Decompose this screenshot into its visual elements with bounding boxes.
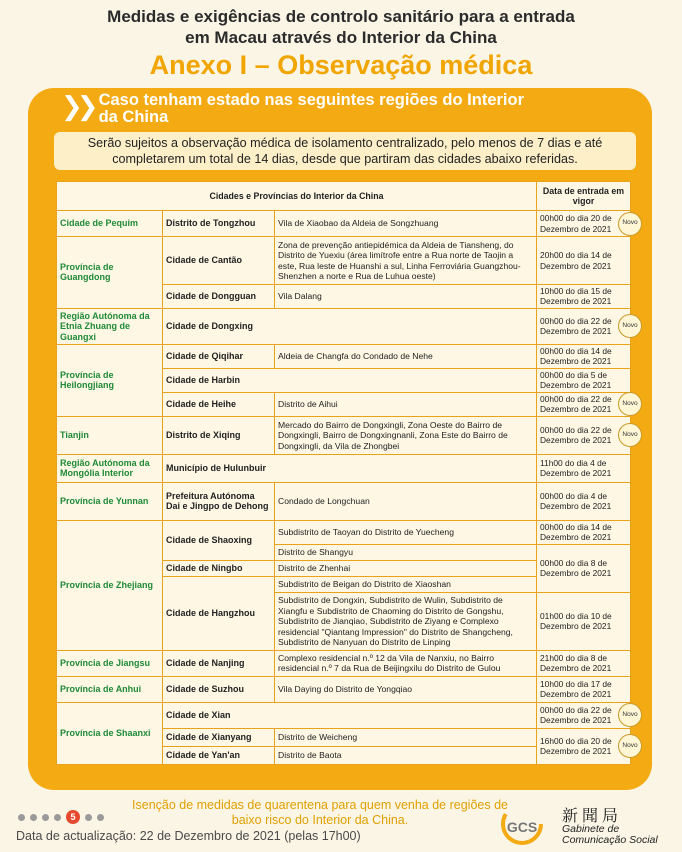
- area-cell: Distrito de Baota: [275, 746, 537, 764]
- current-page-dot[interactable]: 5: [66, 810, 80, 824]
- content-card: [28, 88, 652, 790]
- area-cell: Distrito de Shangyu: [275, 544, 537, 560]
- date-cell: 00h00 do dia 20 de Dezembro de 2021 Novo: [537, 211, 631, 237]
- city-cell: Cidade de Dongguan: [163, 285, 275, 309]
- province-cell: Província de Zhejiang: [57, 520, 163, 650]
- date-cell: 16h00 do dia 20 de Dezembro de 2021 Novo: [537, 728, 631, 764]
- area-cell: Distrito de Zhenhai: [275, 560, 537, 576]
- new-badge: Novo: [618, 392, 642, 416]
- page-dot[interactable]: [54, 814, 61, 821]
- date-cell: 10h00 do dia 15 de Dezembro de 2021: [537, 285, 631, 309]
- logo-portuguese: Gabinete de Comunicação Social: [562, 823, 658, 846]
- area-cell: Subdistrito de Beigan do Distrito de Xiaoshan: [275, 576, 537, 592]
- province-cell: Província de Guangdong: [57, 237, 163, 309]
- city-cell: Cidade de Hangzhou: [163, 576, 275, 650]
- city-cell: Cidade de Ningbo: [163, 560, 275, 576]
- province-cell: Região Autónoma da Mongólia Interior: [57, 454, 163, 482]
- city-cell: Cidade de Dongxing: [163, 308, 537, 344]
- city-cell: Distrito de Xiqing: [163, 416, 275, 454]
- date-cell: 11h00 do dia 4 de Dezembro de 2021: [537, 454, 631, 482]
- table-header-row: [57, 182, 631, 211]
- date-cell: 00h00 do dia 4 de Dezembro de 2021: [537, 482, 631, 520]
- table-row: [57, 676, 631, 702]
- city-cell: Distrito de Tongzhou: [163, 211, 275, 237]
- city-cell: Cidade de Xian: [163, 702, 537, 728]
- page-header: [0, 6, 682, 81]
- table-row: [57, 211, 631, 237]
- table-row: [57, 482, 631, 520]
- province-cell: Província de Heilongjiang: [57, 344, 163, 416]
- city-cell: Prefeitura Autónoma Dai e Jingpo de Dehong: [163, 482, 275, 520]
- date-cell: 00h00 do dia 22 de Dezembro de 2021 Novo: [537, 308, 631, 344]
- double-chevron-icon: ❯❯: [61, 92, 93, 122]
- header-regions: Cidades e Províncias do Interior da China: [57, 182, 537, 211]
- date-cell: 01h00 do dia 10 de Dezembro de 2021: [537, 592, 631, 650]
- banner-text: Caso tenham estado nas seguintes regiões do Interior da China: [98, 91, 525, 126]
- new-badge: Novo: [618, 423, 642, 447]
- title-line-2: em Macau através do Interior da China: [185, 28, 497, 47]
- exemption-link[interactable]: Isenção de medidas de quarentena para quem venha de regiões de baixo risco do Interior da China.: [132, 798, 508, 827]
- new-badge: Novo: [618, 734, 642, 758]
- date-cell: 00h00 do dia 22 de Dezembro de 2021 Novo: [537, 392, 631, 416]
- city-cell: Cidade de Heihe: [163, 392, 275, 416]
- area-cell: Aldeia de Changfa do Condado de Nehe: [275, 344, 537, 368]
- date-cell: 00h00 do dia 8 de Dezembro de 2021: [537, 544, 631, 592]
- area-cell: Subdistrito de Taoyan do Distrito de Yuecheng: [275, 520, 537, 544]
- city-cell: Cidade de Qiqihar: [163, 344, 275, 368]
- new-badge: Novo: [618, 314, 642, 338]
- update-date: Data de actualização: 22 de Dezembro de 2021 (pelas 17h00): [16, 829, 361, 843]
- area-cell: Distrito de Aihui: [275, 392, 537, 416]
- date-cell: 00h00 do dia 14 de Dezembro de 2021: [537, 520, 631, 544]
- area-cell: Vila de Xiaobao da Aldeia de Songzhuang: [275, 211, 537, 237]
- date-cell: 21h00 do dia 8 de Dezembro de 2021: [537, 650, 631, 676]
- page-dot[interactable]: [85, 814, 92, 821]
- date-cell: 00h00 do dia 14 de Dezembro de 2021: [537, 344, 631, 368]
- section-banner: [61, 92, 539, 126]
- svg-text:GCS: GCS: [506, 819, 538, 835]
- header-date: Data de entrada em vigor: [537, 182, 631, 211]
- table-row: [57, 520, 631, 544]
- page-dot[interactable]: [97, 814, 104, 821]
- province-cell: Província de Jiangsu: [57, 650, 163, 676]
- page-dot[interactable]: [42, 814, 49, 821]
- province-cell: Região Autónoma da Etnia Zhuang de Guangxi: [57, 308, 163, 344]
- city-cell: Cidade de Nanjing: [163, 650, 275, 676]
- area-cell: Complexo residencial n.º 12 da Vila de Nanxiu, no Bairro residencial n.º 7 da Rua de Beijingxilu do Distrito de Gulou: [275, 650, 537, 676]
- city-cell: Cidade de Shaoxing: [163, 520, 275, 560]
- table-row: [57, 344, 631, 368]
- area-cell: Vila Daying do Distrito de Yongqiao: [275, 676, 537, 702]
- province-cell: Tianjin: [57, 416, 163, 454]
- city-cell: Cidade de Yan'an: [163, 746, 275, 764]
- city-cell: Cidade de Cantão: [163, 237, 275, 285]
- page-dot[interactable]: [18, 814, 25, 821]
- area-cell: Condado de Longchuan: [275, 482, 537, 520]
- city-cell: Cidade de Suzhou: [163, 676, 275, 702]
- gcs-logo: [500, 800, 670, 848]
- regions-table: [56, 181, 638, 765]
- title-line-1: Medidas e exigências de controlo sanitário para a entrada: [107, 7, 575, 26]
- area-cell: Subdistrito de Dongxin, Subdistrito de Wulin, Subdistrito de Xiangfu e Subdistrito de Chaoming do Distrito de Gongshu, Subdistrito de Jianqiao, Subdistrito de Ziyang e Complexo residencial "Qiantang Impression" do Distrito de Shangcheng, Subdistrito de Nanyuan do Distrito de Linping: [275, 592, 537, 650]
- page-indicator: [18, 810, 109, 824]
- new-badge: Novo: [618, 212, 642, 236]
- new-badge: Novo: [618, 703, 642, 727]
- date-cell: 00h00 do dia 5 de Dezembro de 2021: [537, 368, 631, 392]
- area-cell: Zona de prevenção antiepidémica da Aldeia de Tiansheng, do Distrito de Yuexiu (área limítrofe entre a Rua norte de Taojin a este, Rua leste de Huanshi a sul, Linha Ferroviária Guangzhou-Shenzhen a norte e Rua de Luhua oeste): [275, 237, 537, 285]
- gcs-logo-icon: [500, 802, 544, 846]
- table-row: [57, 702, 631, 728]
- table-row: [57, 416, 631, 454]
- table-row: [57, 308, 631, 344]
- province-cell: Província de Anhui: [57, 676, 163, 702]
- city-cell: Cidade de Harbin: [163, 368, 537, 392]
- area-cell: Mercado do Bairro de Dongxingli, Zona Oeste do Bairro de Dongxingli, Bairro de Dongxingnanli, Zona Este do Bairro de Dongxingli, da Vila de Zhongbei: [275, 416, 537, 454]
- table-row: [57, 650, 631, 676]
- table-row: [57, 237, 631, 285]
- province-cell: Província de Yunnan: [57, 482, 163, 520]
- table-row: [57, 454, 631, 482]
- logo-chinese: 新聞局: [562, 806, 623, 825]
- area-cell: Vila Dalang: [275, 285, 537, 309]
- annex-title: Anexo I – Observação médica: [149, 50, 533, 80]
- date-cell: 10h00 do dia 17 de Dezembro de 2021: [537, 676, 631, 702]
- province-cell: Província de Shaanxi: [57, 702, 163, 764]
- province-cell: Cidade de Pequim: [57, 211, 163, 237]
- date-cell: 00h00 do dia 22 de Dezembro de 2021 Novo: [537, 416, 631, 454]
- notice-box: Serão sujeitos a observação médica de isolamento centralizado, pelo menos de 7 dias e até completarem um total de 14 dias, desde que partiram das cidades abaixo referidas.: [54, 132, 636, 170]
- area-cell: Distrito de Weicheng: [275, 728, 537, 746]
- date-cell: 00h00 do dia 22 de Dezembro de 2021 Novo: [537, 702, 631, 728]
- city-cell: Cidade de Xianyang: [163, 728, 275, 746]
- page-dot[interactable]: [30, 814, 37, 821]
- date-cell: 20h00 do dia 14 de Dezembro de 2021: [537, 237, 631, 285]
- city-cell: Município de Hulunbuir: [163, 454, 537, 482]
